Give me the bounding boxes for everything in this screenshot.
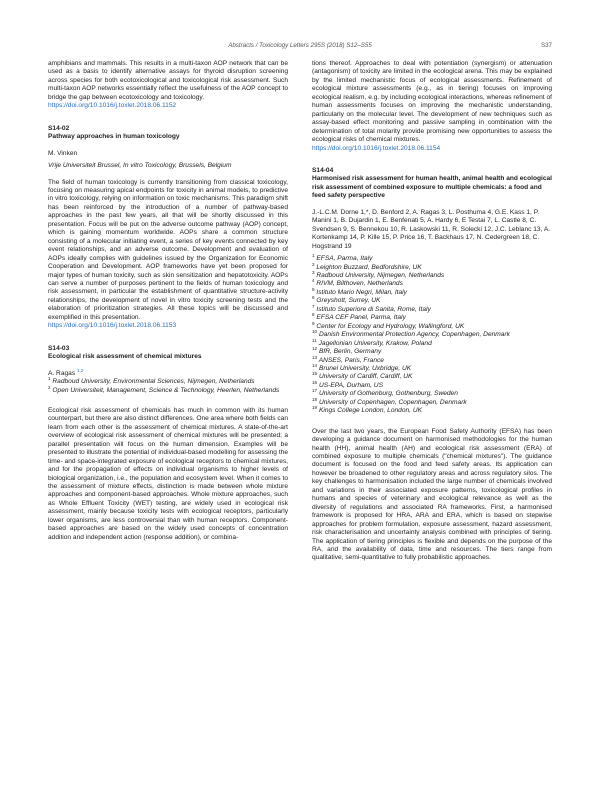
doi-link[interactable]: https://doi.org/10.1016/j.toxlet.2018.06.1154 — [312, 144, 441, 152]
affiliation: $^6$ Greyshott, Surrey, UK — [312, 295, 381, 305]
author-line: M. Vinken — [48, 149, 78, 157]
abstract-code: S14-03 — [48, 344, 70, 352]
abstract-body: The field of human toxicology is currently transitioning from classical toxicology, focusing on measuring apical endpoints for toxicity in animal models, to predictive in vitro toxicology, relying on information on toxic mechanisms. This paradigm shift has been reinforced by the introduction of a number of pathway-based approaches in the past few years, all that will be shortly discussed in this presentation. Focus will be put on the adverse outcome pathway (AOP) concept, which is gaining momentum worldwide. AOPs share a common structure consisting of a molecular initiating event, a series of key events connected by key event relationships, and an adverse outcome. Development and evaluation of AOPs ideally complies with guidelines issued by the Organization for Economic Cooperation and Development. AOP frameworks have yet been proposed for major types of human toxicity, such as skin sensitization and hepatotoxicity. AOPs can serve a number of purposes pertinent to the fields of human toxicology and risk assessment, in particular the establishment of quantitative structure-activity relationships, the development of novel in vitro toxicity screening tests and the elaboration of prioritization strategies. All these topics will be discussed and exemplified in this presentation. — [48, 178, 288, 321]
affiliation: $^{19}$ Kings College London, London, UK — [312, 405, 422, 415]
doi-link[interactable]: https://doi.org/10.1016/j.toxlet.2018.06.1152 — [48, 102, 177, 110]
affiliation: $^1$ Radboud University, Environmental Sciences, Nijmegen, Netherlands — [48, 375, 255, 386]
abstract-body: Ecological risk assessment of chemicals has much in common with its human counterpart, but there are also distinct differences. One area where both fields can learn from each other is the assessment of chemical mixtures. A state-of-the-art overview of ecological risk assessment of chemical mixtures will be presented; a parallel presentation will focus on the human dimension. Examples will be presented to illustrate the potential of individual-based modelling for assessing the time- and space-integrated exposure of ecological receptors to chemical mixtures, and for the propagation of effects on individual organisms to higher levels of biological organization, i.e., the population and ecosystem level. When it comes to the assessment of mixture effects, distinction is made between whole mixture approaches and component-based approaches. Whole mixture approaches, such as Whole Effluent Toxicity (WET) testing, are widely used in ecological risk assessment, mainly because toxicity tests with ecological receptors, particularly lower organisms, are less controversial than with human receptors. Component-based approaches are based on the widely used concepts of concentration addition and independent action (response addition), or combina- — [48, 406, 288, 541]
author-name: A. Ragas — [48, 369, 76, 377]
affiliation: $^5$ Istituto Mario Negri, Milan, Italy — [312, 286, 407, 296]
author-sup: 1,2 — [76, 367, 84, 373]
abstract-body: Over the last two years, the European Food Safety Authority (EFSA) has been developing a guidance document on harmonised methodologies for the human health (HH), animal health (AH) and ecological risk assessment (ERA) of combined exposure to multiple chemicals ("chemical mixtures"). The guidance document is focused on the food and feed safety areas. Its application can however be broadened to other regulatory areas and across regulatory silos. The key challenges to harmonisation included the large number of chemicals involved and variations in their associated exposure patterns, toxicological profiles in humans and species of veterinary and ecological relevance as well as the diversity of regulations and associated RA frameworks. First, a harmonised framework is proposed for HRA, ARA and ERA, which is based on stepwise approaches for problem formulation, exposure assessment, hazard assessment, risk characterisation and uncertainty analysis combined with principles of tiering. The application of tiering principles is flexible and depends on the purpose of the RA, and the availability of data, time and resources. The tiers range from qualitative, semi-quantitative to fully probabilistic approaches. — [312, 427, 552, 562]
page-number: S37 — [540, 42, 552, 49]
abstract-code: S14-02 — [48, 124, 70, 132]
author-list: J.-L.C.M. Dorne 1,*, D. Benford 2, A. Ragas 3, L. Posthuma 4, G.E. Kass 1, P. Manini 1, B. Dujardin 1, E. Benfenati 5, A. Hardy 6, E Testai 7, L. Castle 8, C. Svendsen 9, S. Bennekou 10, R. Laskowski 11, R. Solecki 12, J.C. Leblanc 13, A. Kortenkamp 14, P. Kille 15, P. Price 16, T. Backhaus 17, N. Cedergreen 18, C. Hogstrand 19 — [312, 208, 551, 250]
affiliation-list — [48, 375, 288, 395]
affiliation: Vrije Universiteit Brussel, In vitro Toxicology, Brussels, Belgium — [48, 162, 232, 170]
affiliation: $^{13}$ ANSES, Paris, France — [312, 354, 384, 364]
affiliation: $^2$ Open Universiteit, Management, Science & Technology, Heerlen, Netherlands — [48, 384, 280, 394]
affiliation: $^{12}$ BfR, Berlin, Germany — [312, 345, 382, 356]
abstract-title: Pathway approaches in human toxicology — [48, 133, 180, 141]
right-column — [312, 60, 552, 563]
affiliation: $^{18}$ University of Copenhagen, Copenhagen, Denmark — [312, 396, 467, 406]
author-line — [48, 367, 288, 378]
affiliation: $^{14}$ Brunel University, Uxbridge, UK — [312, 362, 412, 372]
affiliation: $^9$ Center for Ecology and Hydrology, Wallingford, UK — [312, 320, 465, 330]
continuation-paragraph: tions thereof. Approaches to deal with potentiation (synergism) or attenuation (antagonism) of toxicity are limited in the ecological arena. This may be explained by the limited mechanistic focus of ecological assessments. Refinement of ecological mixture assessments (e.g., as in tiering) focuses on improving ecological realism, e.g. by including ecological interactions, whereas refinement of human assessments focuses on improving the mechanistic understanding, particularly on the molecular level. The development of new techniques such as assay-based effect monitoring and passive sampling in combination with the determination of total molarity provide promising new opportunities to assess the ecological risks of chemical mixtures. — [312, 60, 552, 144]
affiliation: $^1$ EFSA, Parma, Italy — [312, 252, 373, 263]
left-column — [48, 60, 288, 542]
abstract-code: S14-04 — [312, 166, 334, 174]
abstract-title: Ecological risk assessment of chemical mixtures — [48, 353, 202, 361]
affiliation: $^{17}$ University of Gothenburg, Gothenburg, Sweden — [312, 388, 458, 398]
page-header — [48, 42, 552, 52]
affiliation: $^7$ Istituto Superiore di Sanita, Rome, Italy — [312, 303, 431, 313]
affiliation: $^{16}$ US-EPA, Durham, US — [312, 379, 383, 389]
affiliation: $^2$ Leighton Buzzard, Bedfordshire, UK — [312, 261, 422, 271]
intro-paragraph: amphibians and mammals. This results in a multi-taxon AOP network that can be used as a basis to identify alternative assays for thyroid disruption screening across species for both ecotoxicological and toxicological risk assessment. Such multi-taxon AOP networks essentially reflect the usefulness of the AOP concept to bridge the gap between ecotoxicology and toxicology. — [48, 60, 288, 101]
affiliation-list — [312, 252, 552, 416]
journal-citation: Abstracts / Toxicology Letters 295S (2018) S12–S55 — [228, 42, 372, 49]
affiliation: $^{10}$ Danish Environmental Protection Agency, Copenhagen, Denmark — [312, 328, 510, 339]
abstract-title: Harmonised risk assessment for human health, animal health and ecological risk assessment of combined exposure to multiple chemicals: a food and feed safety perspective — [312, 175, 553, 200]
affiliation: $^3$ Radboud University, Nijmegen, Netherlands — [312, 269, 445, 279]
affiliation: $^{11}$ Jagellonian University, Krakow, Poland — [312, 337, 432, 347]
affiliation: $^{15}$ University of Cardiff, Cardiff, UK — [312, 371, 413, 381]
doi-link[interactable]: https://doi.org/10.1016/j.toxlet.2018.06.1153 — [48, 322, 177, 330]
affiliation: $^8$ EFSA CEF Panel, Parma, Italy — [312, 312, 406, 322]
affiliation: $^4$ RIVM, Bilthoven, Netherlands — [312, 278, 403, 288]
